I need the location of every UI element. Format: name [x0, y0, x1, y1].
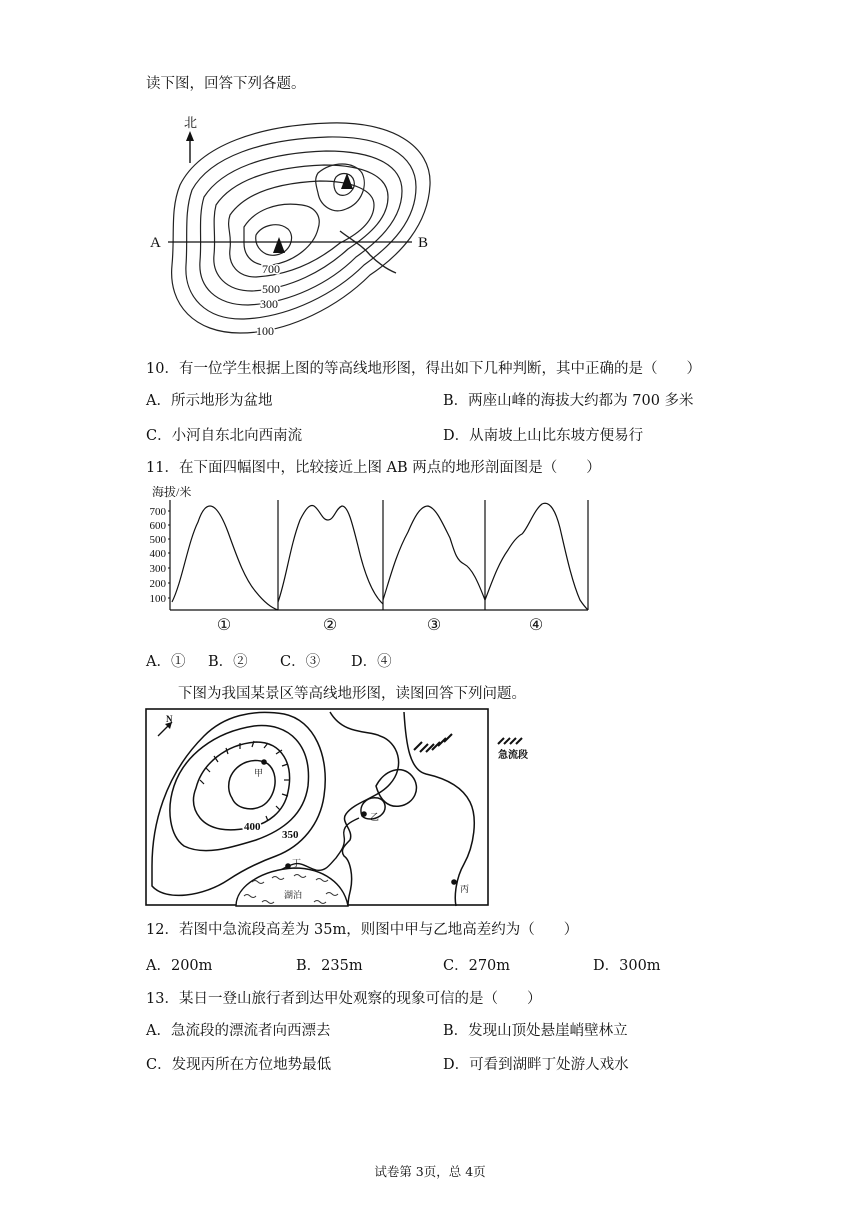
intro2-text: 下图为我国某景区等高线地形图，读图回答下列问题。 — [178, 686, 526, 702]
q11-option-b[interactable]: B．② — [208, 654, 248, 670]
q10-option-d[interactable]: D．从南坡上山比东坡方便易行 — [443, 428, 644, 444]
profile-curve-3 — [383, 506, 485, 600]
legend — [498, 738, 528, 761]
point-ding — [285, 863, 291, 869]
q13-option-c[interactable]: C．发现丙所在方位地势最低 — [146, 1057, 332, 1073]
q13-option-a[interactable]: A．急流段的漂流者向西漂去 — [146, 1023, 331, 1039]
north-label-2: N — [166, 714, 173, 724]
profile-curve-4 — [485, 503, 588, 610]
profile-curve-1 — [172, 506, 278, 610]
contour-label-100: 100 — [256, 324, 274, 338]
profile-tick-500: 500 — [149, 534, 166, 546]
q10-stem: 10．有一位学生根据上图的等高线地形图，得出如下几种判断，其中正确的是（ ） — [146, 361, 701, 377]
profile-tick-700: 700 — [149, 506, 166, 518]
lake — [236, 868, 348, 906]
q12-option-c[interactable]: C．270m — [443, 958, 511, 974]
profile-label-2: ② — [322, 617, 338, 634]
q12-option-b[interactable]: B．235m — [296, 958, 363, 974]
contour-label-700: 700 — [262, 262, 280, 276]
profile-label-4: ④ — [528, 617, 544, 634]
contour-label-400: 400 — [244, 821, 261, 833]
q11-stem: 11．在下面四幅图中，比较接近上图 AB 两点的地形剖面图是（ ） — [146, 460, 601, 476]
north-arrow — [184, 115, 197, 163]
label-bing: 丙 — [460, 884, 470, 894]
profile-label-1: ① — [216, 617, 232, 634]
rapids-segment — [414, 734, 452, 752]
point-bing — [451, 879, 457, 885]
contour-map-figure — [140, 105, 450, 345]
q11-option-c[interactable]: C．③ — [280, 654, 321, 670]
label-b: B — [418, 235, 429, 251]
q12-stem: 12．若图中急流段高差为 35m，则图中甲与乙地高差约为（ ） — [146, 922, 579, 938]
q10-option-b[interactable]: B．两座山峰的海拔大约都为 700 多米 — [443, 393, 694, 409]
contour-label-300: 300 — [260, 297, 278, 311]
label-ding: 丁 — [292, 858, 302, 868]
north-label: 北 — [184, 115, 198, 130]
contour-label-350: 350 — [282, 829, 299, 841]
intro-text: 读下图，回答下列各题。 — [146, 76, 306, 92]
profile-tick-600: 600 — [149, 520, 166, 532]
profile-tick-300: 300 — [149, 563, 166, 575]
contour-label-500: 500 — [262, 282, 280, 296]
profile-charts-figure — [140, 482, 600, 642]
label-yi: 乙 — [370, 812, 380, 822]
legend-label: 急流段 — [498, 750, 528, 761]
profile-ylabel: 海拔/米 — [152, 485, 192, 499]
point-jia — [261, 759, 267, 765]
scenic-map-figure — [144, 706, 544, 908]
profile-tick-100: 100 — [149, 593, 166, 605]
q12-option-d[interactable]: D．300m — [593, 958, 661, 974]
q13-option-d[interactable]: D．可看到湖畔丁处游人戏水 — [443, 1057, 629, 1073]
profile-tick-200: 200 — [149, 578, 166, 590]
point-yi — [361, 811, 367, 817]
q10-option-a[interactable]: A．所示地形为盆地 — [146, 393, 273, 409]
q13-stem: 13．某日一登山旅行者到达甲处观察的现象可信的是（ ） — [146, 991, 542, 1007]
label-a: A — [150, 235, 161, 251]
q12-option-a[interactable]: A．200m — [146, 958, 213, 974]
q13-option-b[interactable]: B．发现山顶处悬崖峭壁林立 — [443, 1023, 628, 1039]
q11-option-d[interactable]: D．④ — [351, 654, 392, 670]
profile-label-3: ③ — [426, 617, 442, 634]
profile-curve-2 — [278, 506, 383, 604]
q10-option-c[interactable]: C．小河自东北向西南流 — [146, 428, 303, 444]
profile-tick-400: 400 — [149, 548, 166, 560]
lake-label: 湖泊 — [284, 890, 303, 900]
q11-option-a[interactable]: A．① — [146, 654, 186, 670]
label-jia: 甲 — [254, 768, 264, 778]
page-footer: 试卷第 3页，总 4页 — [374, 1164, 486, 1179]
north-arrow-2 — [158, 714, 173, 736]
